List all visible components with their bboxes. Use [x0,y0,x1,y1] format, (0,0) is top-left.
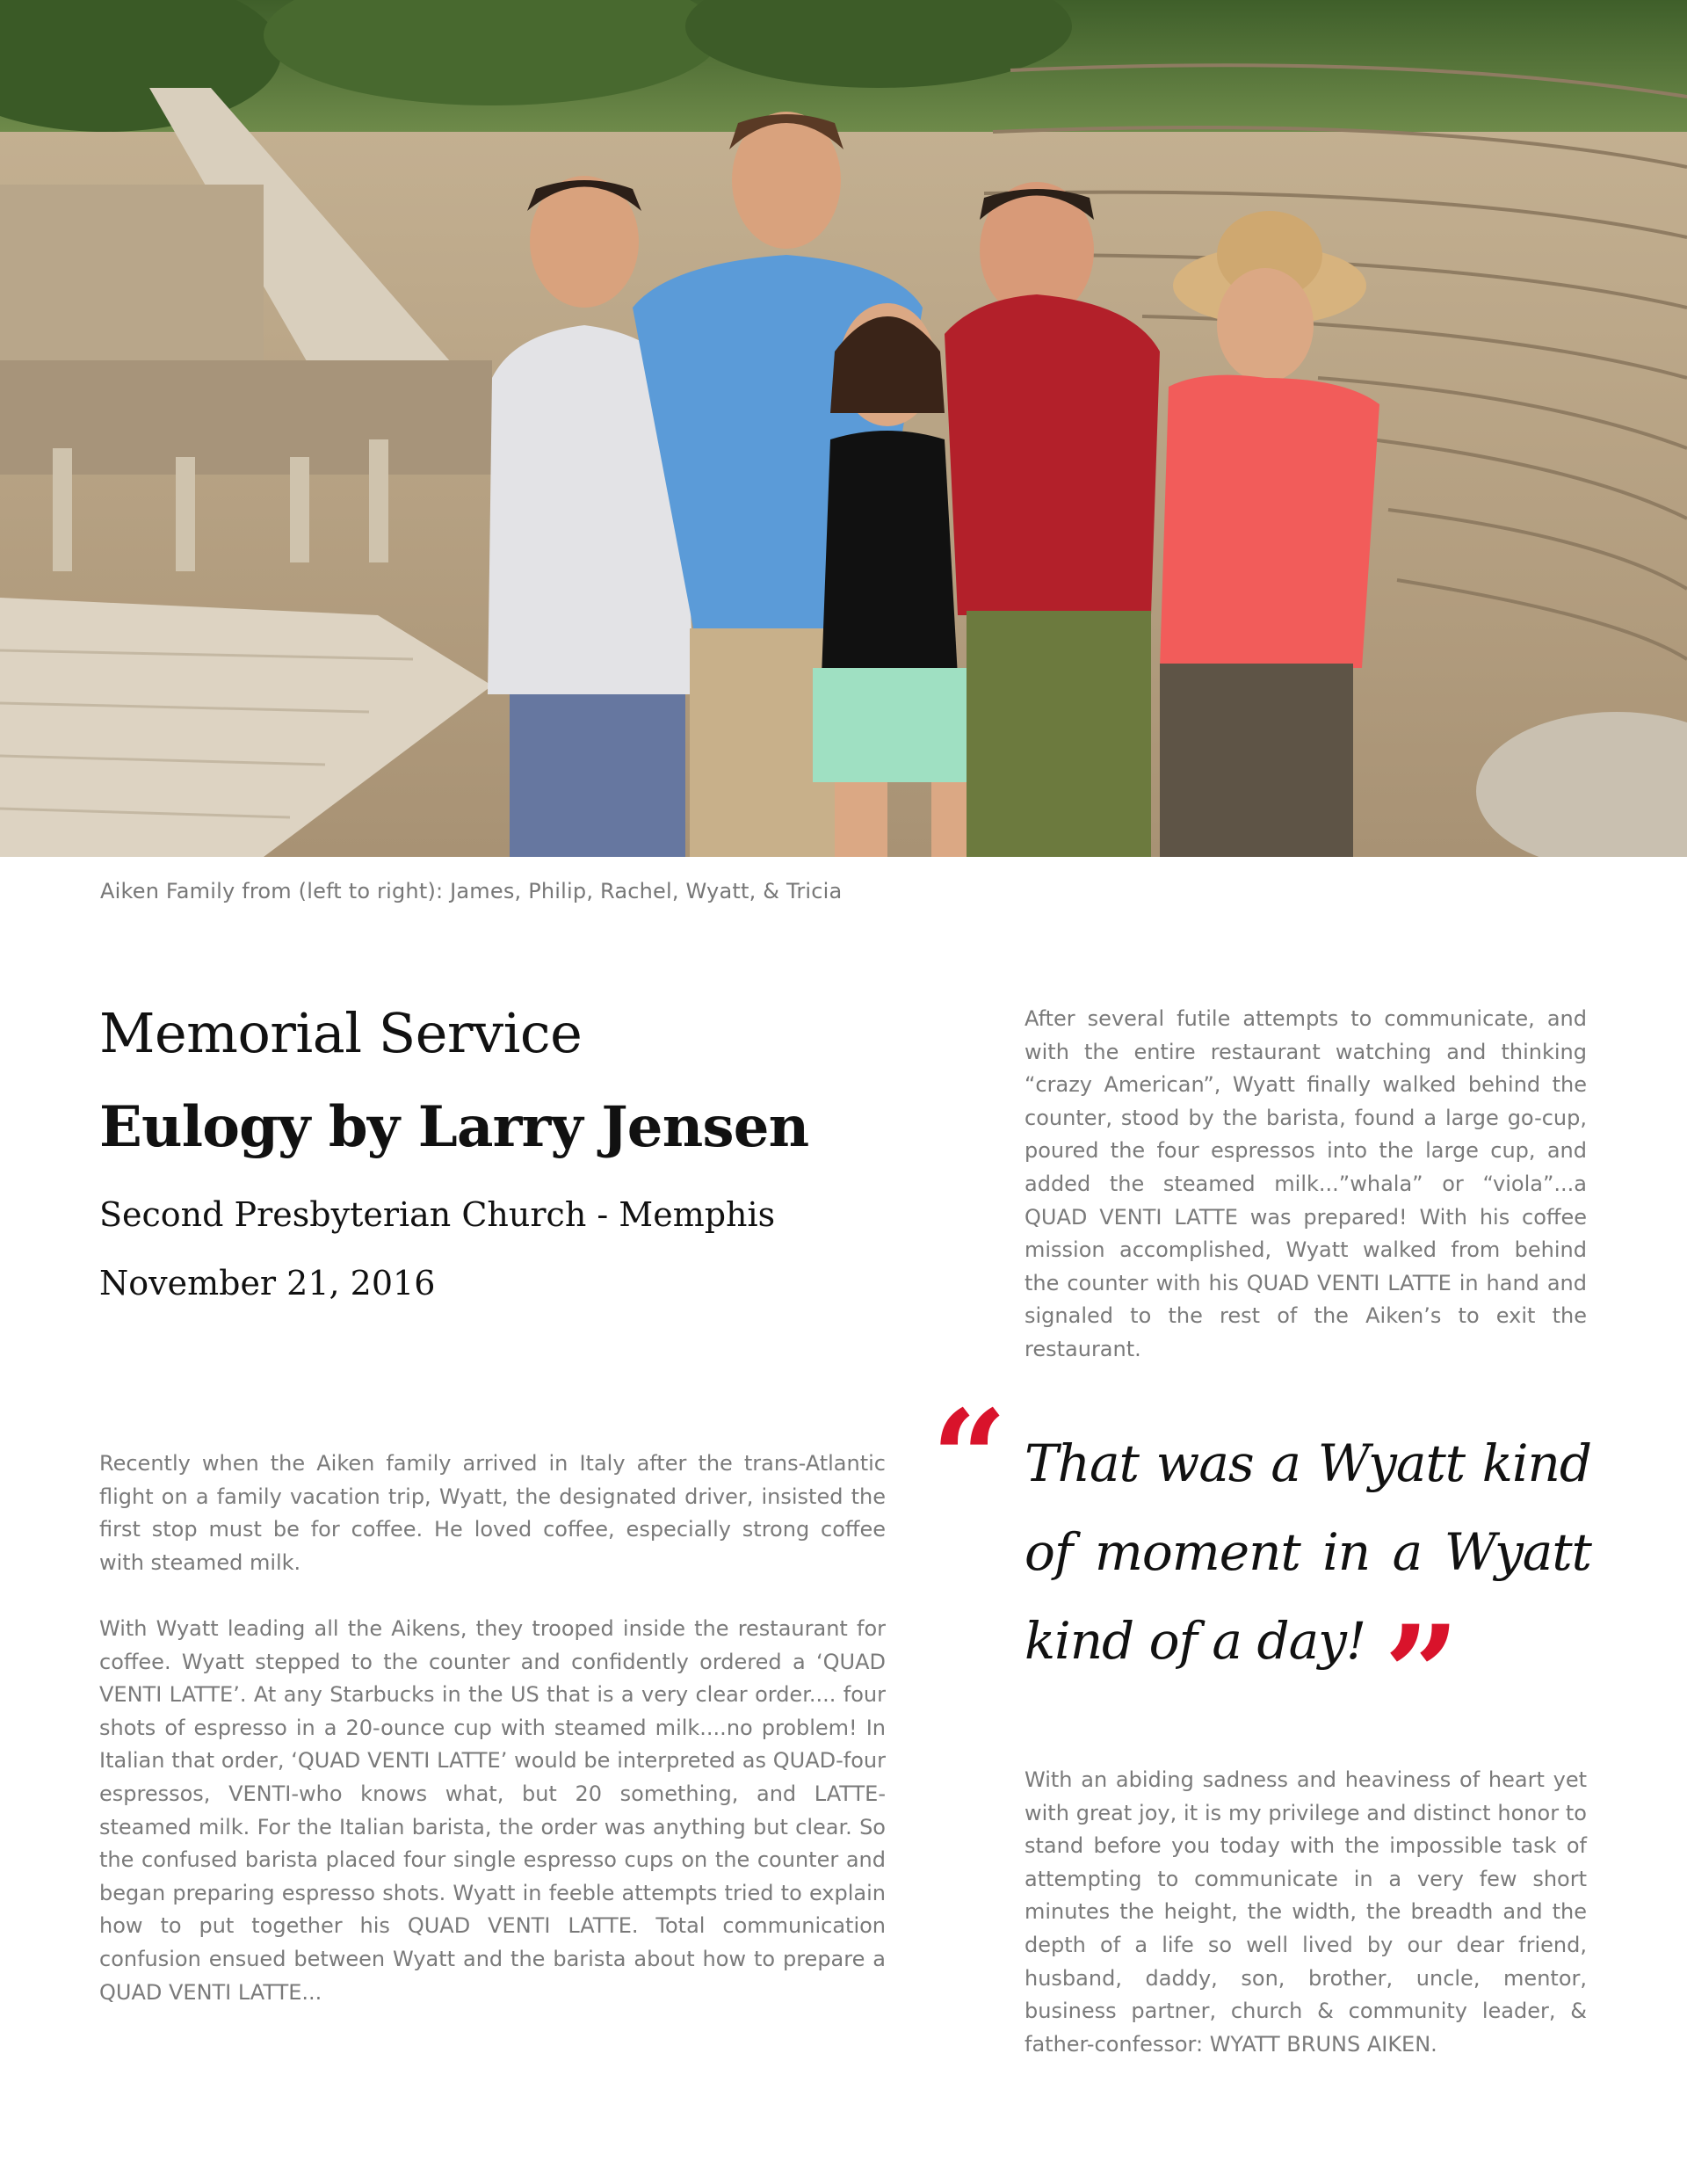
pull-quote: That was a Wyatt kind of moment in a Wyatt kind of a day! [1025,1433,1591,1671]
right-paragraph-1: After several futile attempts to communicate, and with the entire restaurant watching and thinking “crazy American”, Wyatt finally walked behind the counter, stood by the barista, found a large go-cup, poured the four espressos into the large cup, and added the steamed milk...”whala” or “viola”...a QUAD VENTI LATTE was prepared! With his coffee mission accomplished, Wyatt walked from behind the counter with his QUAD VENTI LATTE in hand and signaled to the rest of the Aiken’s to exit the restaurant. [1025,1006,1587,1361]
family-photo [0,0,1687,857]
event-location: Second Presbyterian Church - Memphis [99,1195,776,1234]
close-quote-mark-icon: ” [1384,1597,1460,1752]
photo-caption: Aiken Family from (left to right): James, Philip, Rachel, Wyatt, & Tricia [100,879,843,903]
title-block [99,1001,890,1302]
event-date: November 21, 2016 [99,1264,436,1302]
open-quote-mark-icon: “ [931,1382,1008,1536]
left-paragraph-2: With Wyatt leading all the Aikens, they trooped inside the restaurant for coffee. Wyatt stepped to the counter and confidently ordered a ‘QUAD VENTI LATTE’. At any Starbucks in the US that is a very clear order.... four shots of espresso in a 20-ounce cup with steamed milk....no problem! In Italian that order, ‘QUAD VENTI LATTE’ would be interpreted as QUAD-four espressos, VENTI-who knows what, but 20 something, and LATTE-steamed milk. For the Italian barista, the order was anything but clear. So the confused barista placed four single espresso cups on the counter and began preparing espresso shots. Wyatt in feeble attempts tried to explain how to put together his QUAD VENTI LATTE. Total communication confusion ensued between Wyatt and the barista about how to prepare a QUAD VENTI LATTE... [99,1616,886,2005]
page-subtitle: Eulogy by Larry Jensen [99,1094,809,1160]
page-title: Memorial Service [99,1001,583,1065]
right-paragraph-2: With an abiding sadness and heaviness of heart yet with great joy, it is my privilege and distinct honor to stand before you today with the impossible task of attempting to communicate in a very few short minutes the height, the width, the breadth and the depth of a life so well lived by our dear friend, husband, daddy, son, brother, uncle, mentor, business partner, church & community leader, & father-confessor: WYATT BRUNS AIKEN. [1025,1767,1587,2057]
left-paragraph-1: Recently when the Aiken family arrived in Italy after the trans-Atlantic flight on a family vacation trip, Wyatt, the designated driver, insisted the first stop must be for coffee. He loved coffee, especially strong coffee with steamed milk. [99,1451,886,1575]
